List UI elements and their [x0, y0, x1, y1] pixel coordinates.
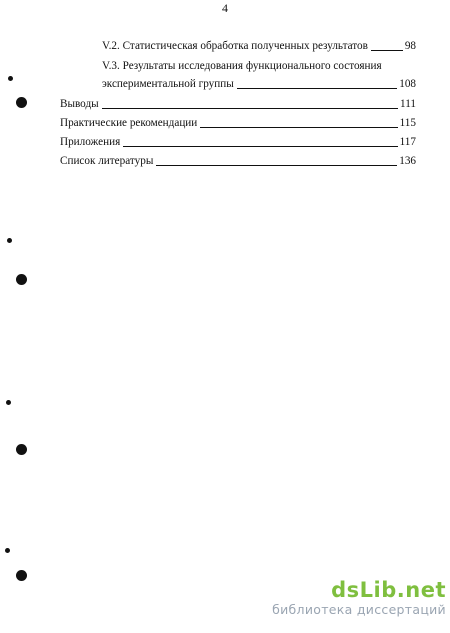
binding-hole-dot: [16, 274, 27, 285]
toc-entry-text: V.3. Результаты исследования функционального состояния: [102, 60, 382, 72]
toc-leader-line: [123, 146, 397, 147]
toc-entry-text: Приложения: [60, 136, 121, 148]
toc-entry-v2: [102, 40, 416, 53]
toc-page-number: 98: [404, 40, 416, 52]
toc-entry-text: экспериментальной группы: [102, 78, 234, 90]
toc-leader-line: [371, 50, 403, 51]
toc-entry-references: [60, 155, 416, 168]
toc-entry-v3-line1: [102, 60, 422, 73]
watermark-logo: dsLib.net: [331, 578, 446, 602]
toc-page-number: 111: [400, 98, 416, 110]
toc-entry-conclusions: [60, 98, 416, 111]
binding-mark-small: [7, 238, 12, 243]
toc-leader-line: [102, 108, 398, 109]
binding-hole-dot: [16, 97, 27, 108]
toc-page-number: 136: [399, 155, 416, 167]
toc-entry-text: V.2. Статистическая обработка полученных результатов: [102, 40, 368, 52]
binding-mark-small: [8, 76, 13, 81]
toc-page-number: 108: [399, 78, 416, 90]
watermark-tagline: библиотека диссертаций: [272, 602, 446, 617]
page-number: 4: [222, 1, 228, 15]
toc-entry-v3-line2: [102, 78, 416, 91]
binding-mark-small: [6, 400, 11, 405]
toc-page-number: 117: [399, 136, 416, 148]
toc-entry-appendices: [60, 136, 416, 149]
toc-page-number: 115: [399, 117, 416, 129]
toc-leader-line: [200, 127, 397, 128]
toc-entry-text: Список литературы: [60, 155, 154, 167]
toc-entry-text: Выводы: [60, 98, 99, 110]
watermark: [268, 578, 446, 617]
toc-leader-line: [156, 165, 397, 166]
binding-hole-dot: [16, 570, 27, 581]
toc-leader-line: [237, 88, 397, 89]
toc-entry-recommendations: [60, 117, 416, 130]
binding-hole-dot: [16, 444, 27, 455]
toc-entry-text: Практические рекомендации: [60, 117, 198, 129]
binding-mark-small: [5, 548, 10, 553]
